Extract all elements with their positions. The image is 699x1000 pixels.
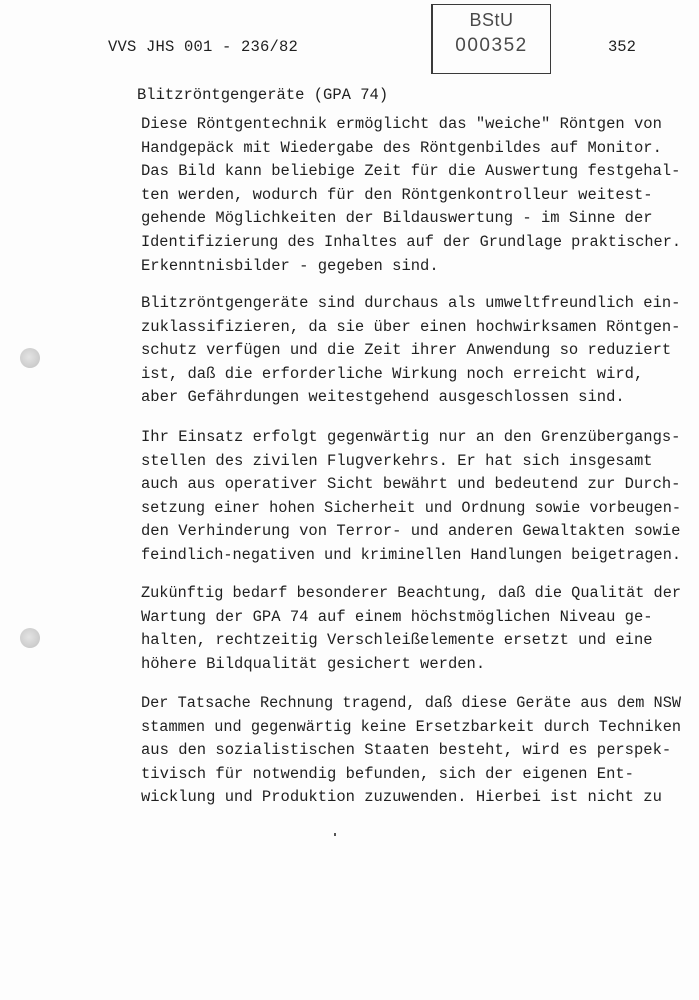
- text-line: aber Gefährdungen weitestgehend ausgeschlossen sind.: [141, 388, 625, 407]
- text-line: Erkenntnisbilder - gegeben sind.: [141, 256, 439, 275]
- paragraph: [141, 582, 681, 676]
- stamp-org: BStU: [469, 10, 514, 30]
- text-line: höhere Bildqualität gesichert werden.: [141, 654, 486, 673]
- paragraph: [141, 426, 681, 568]
- text-line: aus den sozialistischen Staaten besteht, wird es perspek-: [141, 741, 672, 760]
- text-line: Blitzröntgengeräte sind durchaus als umweltfreundlich ein-: [141, 294, 681, 312]
- text-line: auch aus operativer Sicht bewährt und bedeutend zur Durch-: [141, 475, 681, 494]
- paragraph: [141, 113, 681, 278]
- section-heading: Blitzröntgengeräte (GPA 74): [137, 86, 389, 104]
- text-line: ten werden, wodurch für den Röntgenkontrolleur weitest-: [141, 185, 653, 204]
- text-line: schutz verfügen und die Zeit ihrer Anwendung so reduziert: [141, 341, 672, 360]
- text-line: den Verhinderung von Terror- und anderen Gewaltakten sowie: [141, 522, 681, 541]
- stamp-number: 000352: [455, 35, 528, 56]
- ink-speck: [334, 833, 336, 836]
- text-line: Zukünftig bedarf besonderer Beachtung, daß die Qualität der: [141, 584, 682, 602]
- text-line: ist, daß die erforderliche Wirkung noch erreicht wird,: [141, 364, 644, 383]
- archive-stamp: [431, 4, 551, 74]
- text-line: stammen und gegenwärtig keine Ersetzbarkeit durch Techniken: [141, 717, 682, 736]
- paragraph: [141, 692, 681, 810]
- text-line: Ihr Einsatz erfolgt gegenwärtig nur an den Grenzübergangs-: [141, 428, 681, 446]
- text-line: Wartung der GPA 74 auf einem höchstmöglichen Niveau ge-: [141, 607, 653, 626]
- punch-hole: [20, 628, 40, 648]
- text-line: halten, rechtzeitig Verschleißelemente ersetzt und eine: [141, 631, 653, 650]
- document-reference: VVS JHS 001 - 236/82: [108, 38, 299, 56]
- text-line: wicklung und Produktion zuzuwenden. Hierbei ist nicht zu: [141, 788, 662, 807]
- text-line: zuklassifizieren, da sie über einen hochwirksamen Röntgen-: [141, 317, 681, 336]
- page-number: 352: [608, 38, 636, 56]
- text-line: gehende Möglichkeiten der Bildauswertung - im Sinne der: [141, 209, 653, 228]
- text-line: Der Tatsache Rechnung tragend, daß diese Geräte aus dem NSW: [141, 694, 682, 712]
- text-line: Handgepäck mit Wiedergabe des Röntgenbildes auf Monitor.: [141, 138, 662, 157]
- text-line: Das Bild kann beliebige Zeit für die Auswertung festgehal-: [141, 162, 681, 181]
- text-line: setzung einer hohen Sicherheit und Ordnung sowie vorbeugen-: [141, 498, 682, 517]
- text-line: Diese Röntgentechnik ermöglicht das "weiche" Röntgen von: [141, 115, 662, 133]
- punch-hole: [20, 348, 40, 368]
- text-line: tivisch für notwendig befunden, sich der eigenen Ent-: [141, 764, 634, 783]
- text-line: feindlich-negativen und kriminellen Handlungen beigetragen.: [141, 545, 682, 564]
- paragraph: [141, 292, 681, 410]
- text-line: stellen des zivilen Flugverkehrs. Er hat sich insgesamt: [141, 451, 653, 470]
- text-line: Identifizierung des Inhaltes auf der Grundlage praktischer.: [141, 232, 682, 251]
